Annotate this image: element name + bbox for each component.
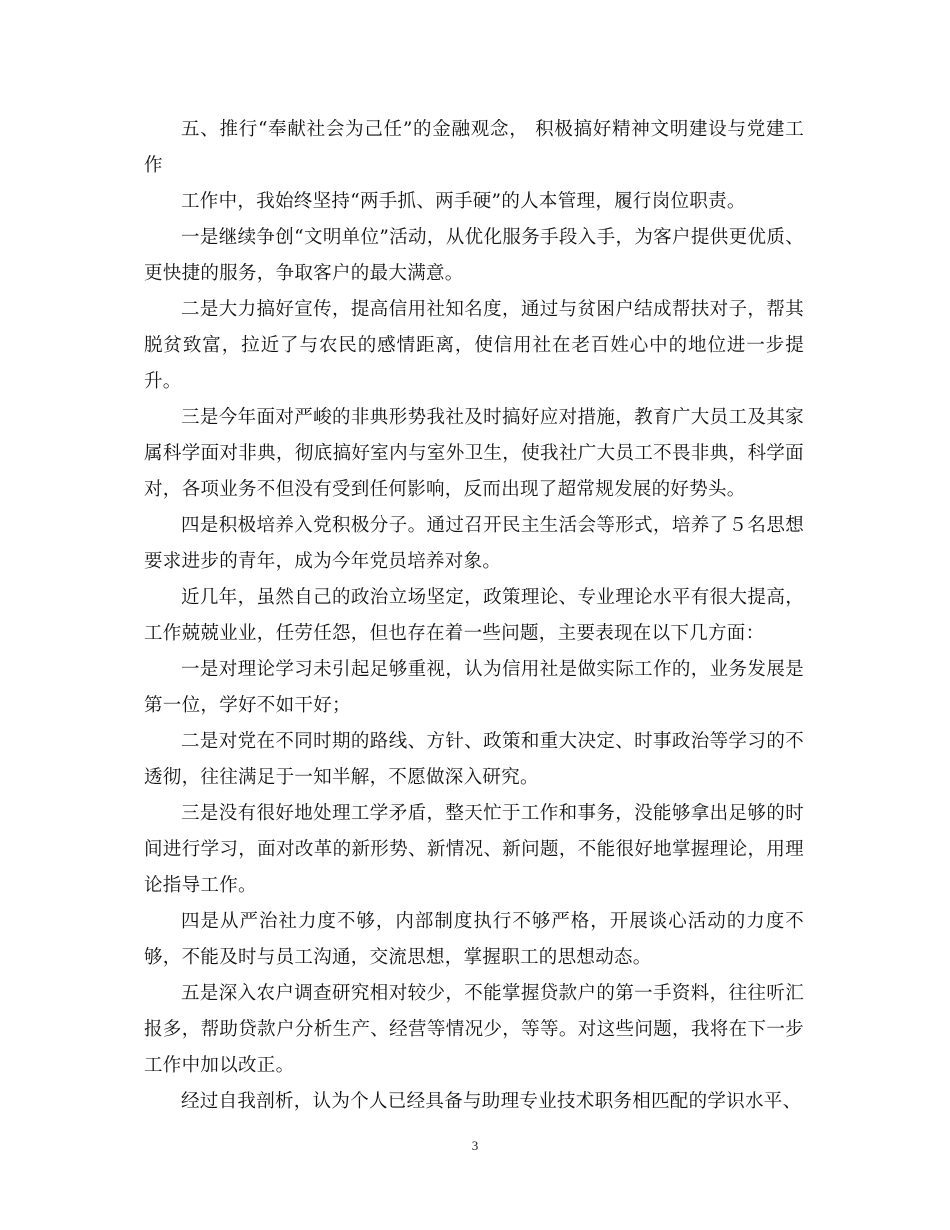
paragraph-13: 经过自我剖析，认为个人已经具备与助理专业技术职务相匹配的学识水平、 [181, 1091, 802, 1112]
paragraph-9: 二是对党在不同时期的路线、方针、政策和重大决定、时事政治等学习的不透彻，往往满足于一知半解，不愿做深入研究。 [144, 731, 804, 788]
paragraph-8: 一是对理论学习未引起足够重视，认为信用社是做实际工作的，业务发展是第一位，学好不如干好； [144, 659, 804, 716]
paragraph-12: 五是深入农户调查研究相对较少，不能掌握贷款户的第一手资料，往往听汇报多，帮助贷款户分析生产、经营等情况少，等等。对这些问题，我将在下一步工作中加以改正。 [144, 983, 804, 1076]
paragraph-11: 四是从严治社力度不够，内部制度执行不够严格，开展谈心活动的力度不够，不能及时与员工沟通，交流思想，掌握职工的思想动态。 [144, 911, 804, 968]
document-body [144, 112, 804, 1120]
paragraph-10: 三是没有很好地处理工学矛盾，整天忙于工作和事务，没能够拿出足够的时间进行学习，面对改革的新形势、新情况、新问题，不能很好地掌握理论，用理论指导工作。 [144, 803, 804, 896]
page-number: 3 [471, 1138, 479, 1153]
paragraph-4: 二是大力搞好宣传，提高信用社知名度，通过与贫困户结成帮扶对子，帮其脱贫致富，拉近了与农民的感情距离，使信用社在老百姓心中的地位进一步提升。 [144, 299, 804, 392]
paragraph-3: 一是继续争创“文明单位”活动，从优化服务手段入手，为客户提供更优质、更快捷的服务，争取客户的最大满意。 [144, 227, 804, 284]
paragraph-2: 工作中，我始终坚持“两手抓、两手硬”的人本管理，履行岗位职责。 [181, 191, 746, 212]
paragraph-1: 五、推行“奉献社会为己任”的金融观念， 积极搞好精神文明建设与党建工作 [144, 119, 804, 176]
paragraph-7: 近几年，虽然自己的政治立场坚定，政策理论、专业理论水平有很大提高，工作兢兢业业，任劳任怨，但也存在着一些问题，主要表现在以下几方面： [144, 587, 804, 644]
paragraph-5: 三是今年面对严峻的非典形势我社及时搞好应对措施，教育广大员工及其家属科学面对非典，彻底搞好室内与室外卫生，使我社广大员工不畏非典，科学面对，各项业务不但没有受到任何影响，反而出现了超常规发展的好势头。 [144, 407, 804, 500]
paragraph-6: 四是积极培养入党积极分子。通过召开民主生活会等形式，培养了５名思想要求进步的青年，成为今年党员培养对象。 [144, 515, 804, 572]
